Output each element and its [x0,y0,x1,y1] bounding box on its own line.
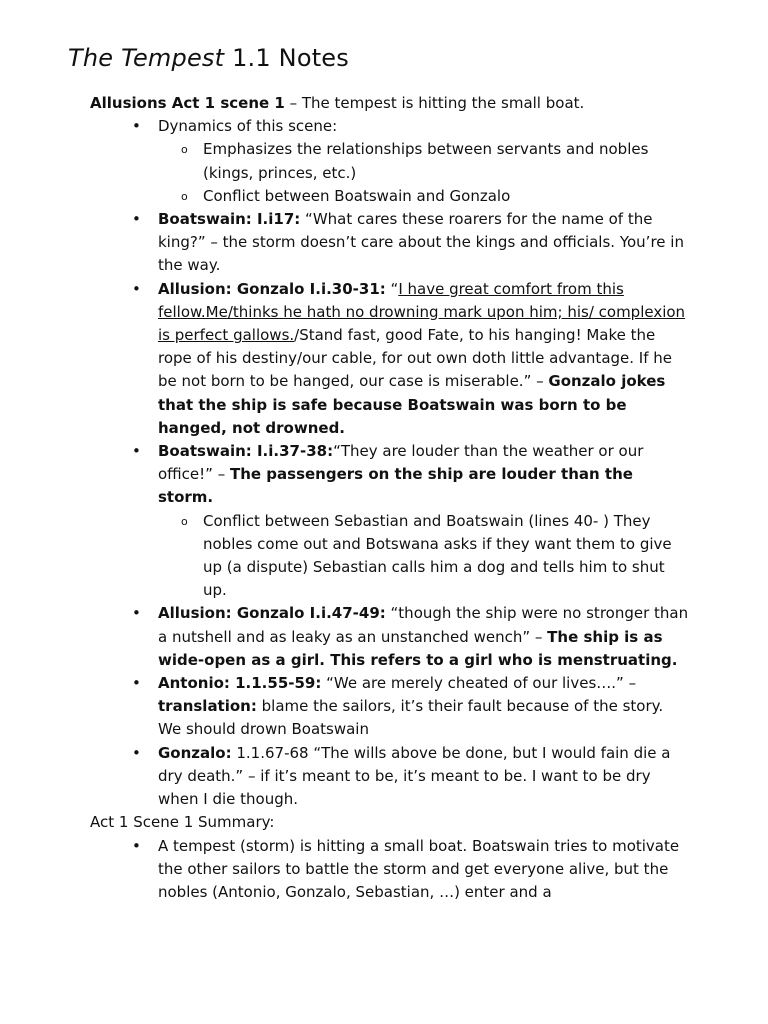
item-label: Gonzalo: [158,743,232,762]
item-text: “What cares these roarers for the name of the king?” – the storm doesn’t care about the kings and officials. You’re in the way. [158,210,684,275]
sub-item-text: Conflict between Boatswain and Gonzalo [203,186,511,205]
list-item [90,278,690,440]
sub-list-item [158,510,690,603]
underlined-quote: I have great comfort from this fellow.Me/thinks he hath no drowning mark upon him; his/ complexion is perfect gallows. [158,279,686,345]
sub-item-text: Conflict between Sebastian and Boatswain (lines 40- ) They nobles come out and Botswana asks if they want them to give up (a dispute) Sebastian calls him a dog and tells him to shut up. [203,511,672,600]
sub-item-text: Emphasizes the relationships between servants and nobles (kings, princes, etc.) [203,140,649,182]
item-text: “They are louder than the weather or our office!” – [158,442,644,484]
sub-list-item [158,138,690,184]
item-text: 1.1.67-68 “The wills above be done, but I would fain die a dry death.” – if it’s meant to be, it’s meant to be. I want to be dry when I die though. [158,743,671,809]
title-italic: The Tempest [68,44,225,72]
item-label: Antonio: 1.1.55-59: [158,674,322,693]
sub-list [158,510,690,603]
list-item [90,208,690,278]
item-text-translation: blame the sailors, it’s their fault because of the story. We should drown Boatswain [158,697,664,739]
bullet-icon: • [132,604,141,623]
summary-text: A tempest (storm) is hitting a small boat. Boatswain tries to motivate the other sailors to battle the storm and get everyone alive, but the nobles (Antonio, Gonzalo, Sebastian, …) enter and a [158,836,680,901]
allusions-intro: – The tempest is hitting the small boat. [284,94,585,112]
sub-list-item [158,185,690,208]
summary-list [90,835,690,905]
sub-list [158,138,690,208]
document-body [90,92,690,904]
item-label: Boatswain: I.i.37-38: [158,442,334,461]
quote-open: “ [385,279,399,298]
allusions-heading: Allusions Act 1 scene 1 [90,94,285,112]
item-text: “We are merely cheated of our lives….” – [321,674,637,693]
item-bold-tail: Gonzalo jokes that the ship is safe because Boatswain was born to be hanged, not drowned. [158,372,666,437]
circle-bullet-icon: o [181,189,188,203]
bullet-icon: • [132,743,141,762]
list-item [90,440,690,602]
bullet-icon: • [132,442,141,461]
list-item [90,602,690,672]
item-bold-tail: The ship is as wide-open as a girl. This refers to a girl who is menstruating. [158,627,678,669]
item-text: Dynamics of this scene: [158,117,338,136]
item-label: Allusion: Gonzalo I.i.47-49: [158,604,386,623]
item-label: Boatswain: I.i17: [158,210,301,229]
bullet-icon: • [132,836,141,855]
item-bold-tail: The passengers on the ship are louder than the storm. [158,465,633,507]
title-rest: 1.1 Notes [224,44,349,72]
bullet-icon: • [132,279,141,298]
allusions-paragraph [90,92,690,115]
summary-heading: Act 1 Scene 1 Summary: [90,813,275,832]
list-item [90,672,690,742]
item-label-translation: translation: [158,697,257,716]
item-text: /Stand fast, good Fate, to his hanging! Make the rope of his destiny/our cable, for out own doth little advantage. If he be not born to be hanged, our case is miserable.” – [158,326,672,391]
page-title [68,44,349,72]
item-label: Allusion: Gonzalo I.i.30-31: [158,279,386,298]
item-text: “though the ship were no stronger than a nutshell and as leaky as an unstanched wench” – [158,604,689,646]
list-item [90,115,690,208]
bullet-icon: • [132,674,141,693]
list-item [90,835,690,905]
circle-bullet-icon: o [181,143,188,157]
circle-bullet-icon: o [181,514,188,528]
list-item [90,742,690,812]
bullet-icon: • [132,210,141,229]
bullet-icon: • [132,117,141,136]
allusions-list [90,115,690,811]
